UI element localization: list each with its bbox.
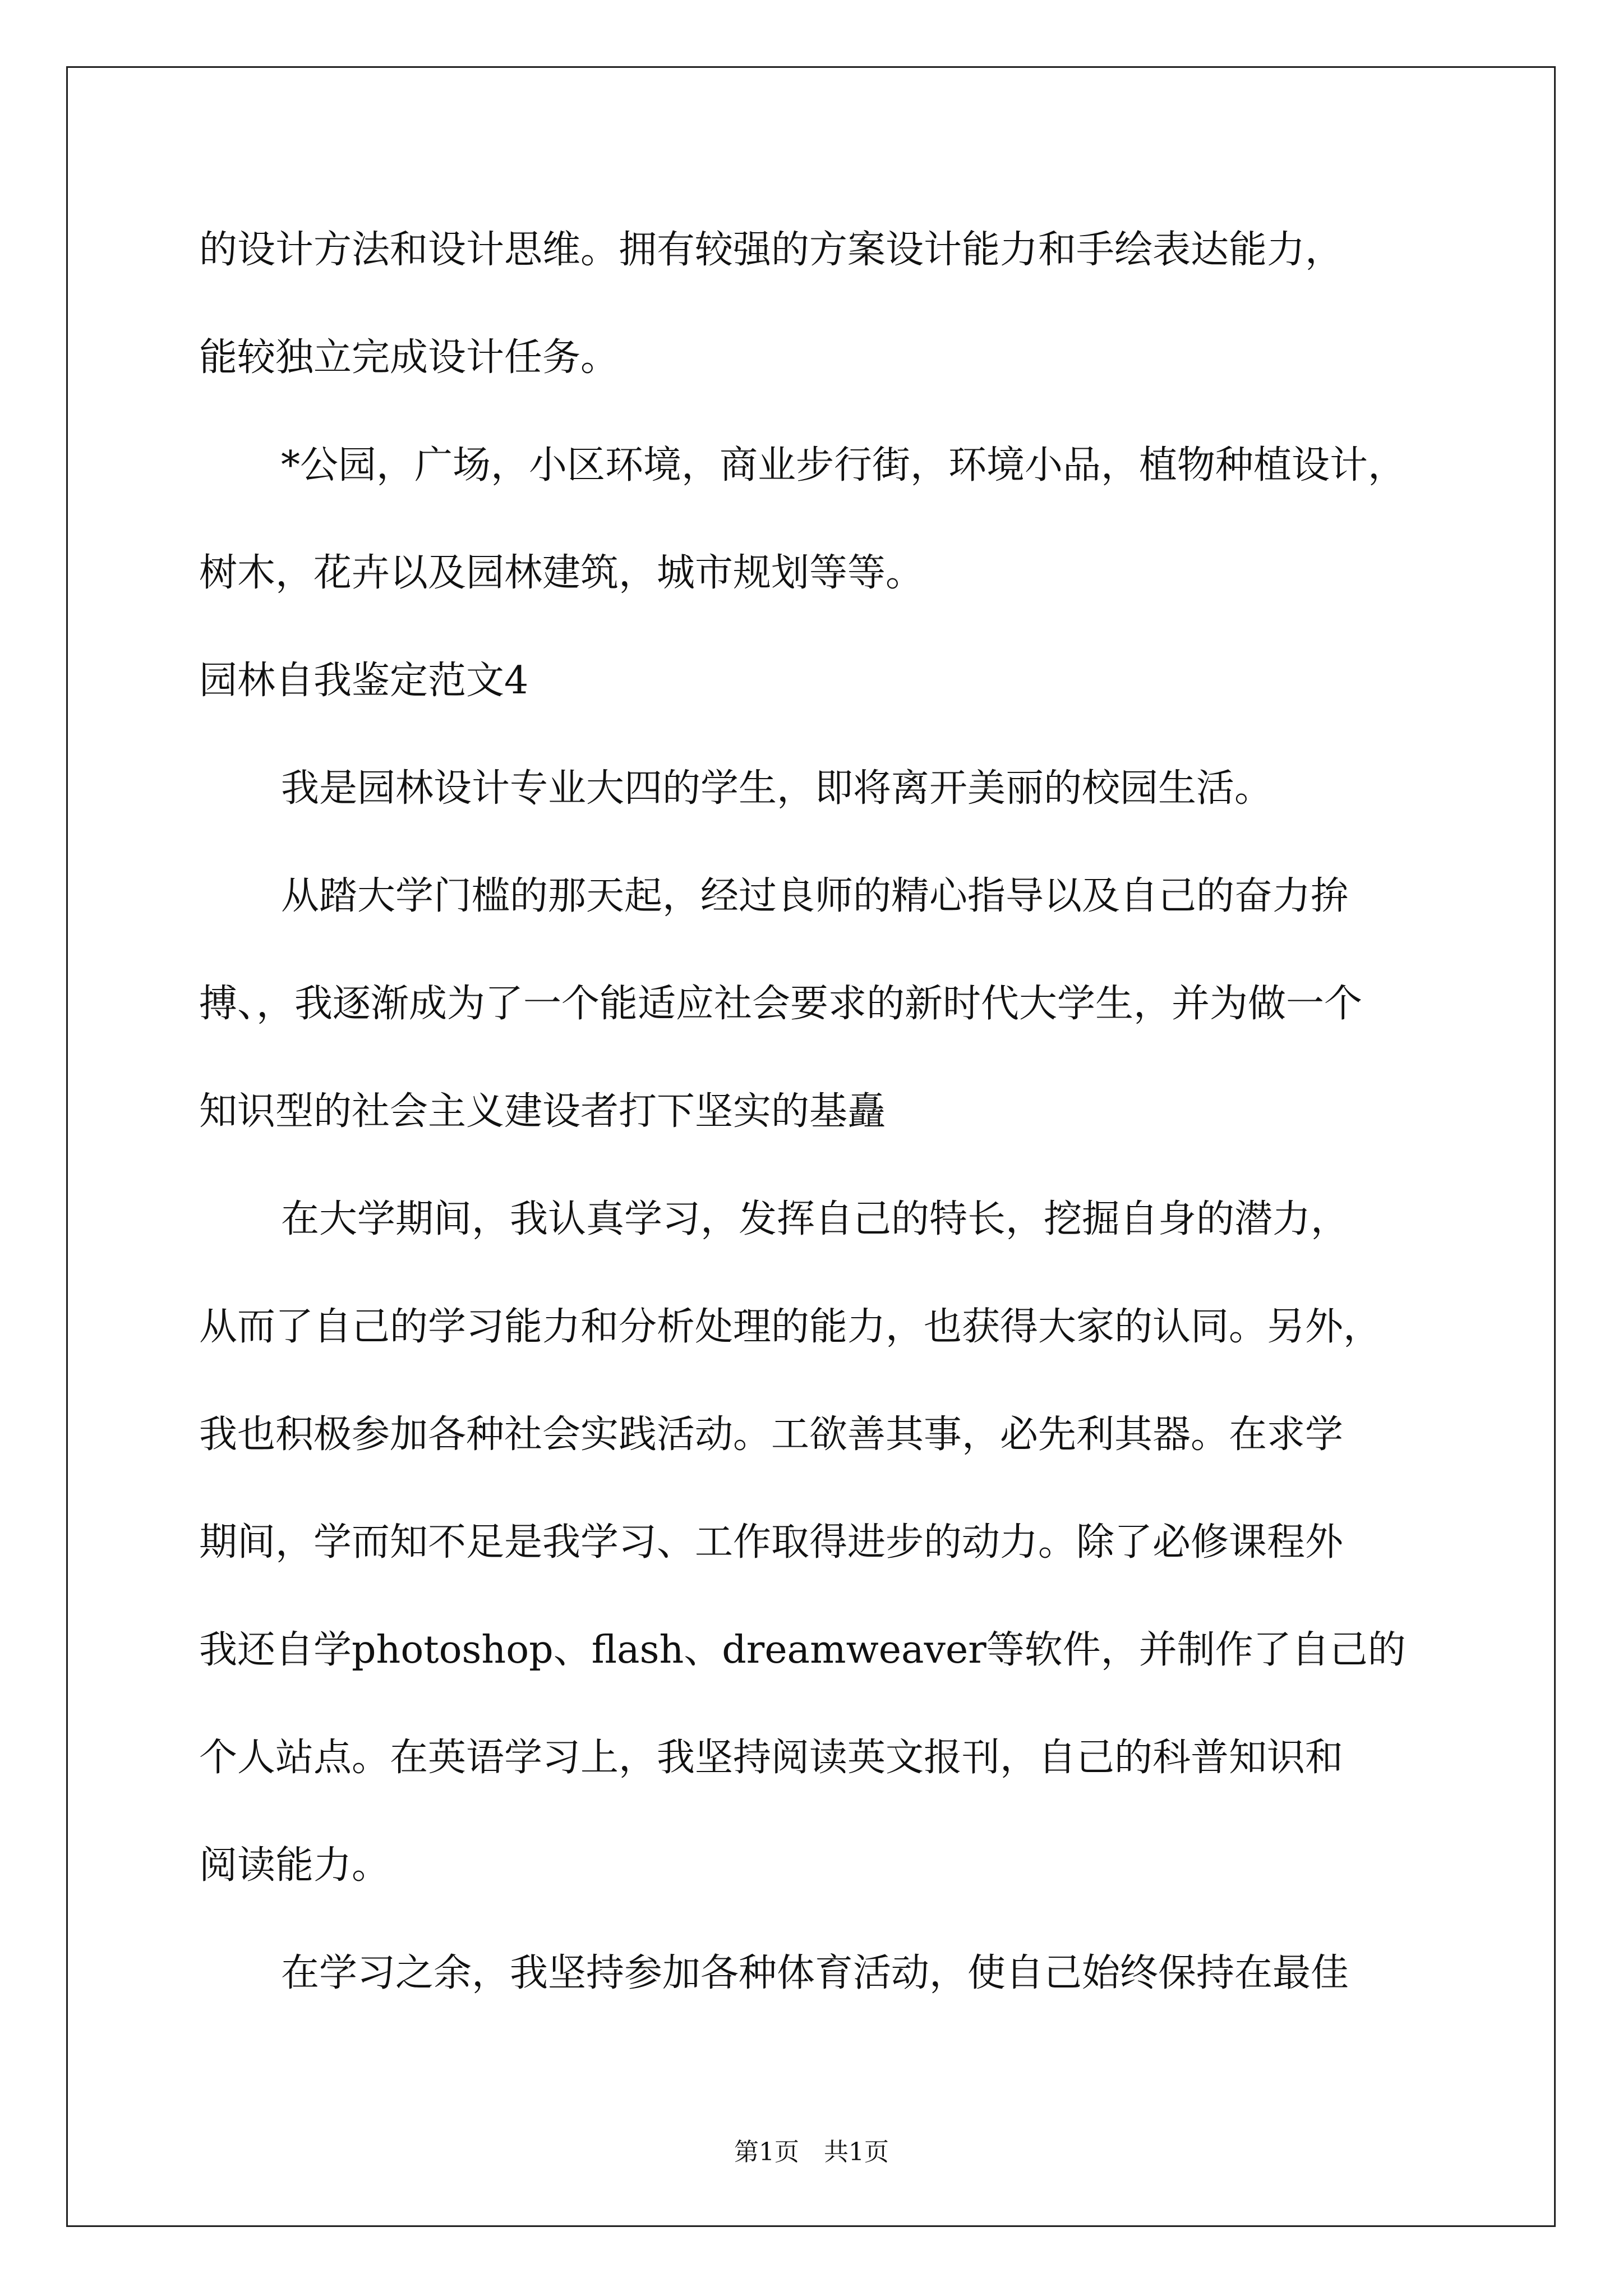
text-line: 我还自学photoshop、flash、dreamweaver等软件，并制作了自己的 [199,1628,1406,1672]
text-line: 我是园林设计专业大四的学生，即将离开美丽的校园生活。 [281,766,1273,811]
text-line: 知识型的社会主义建设者打下坚实的基矗 [199,1089,886,1134]
page-footer: 第1页 共1页 [734,2138,889,2166]
text-line: 树木，花卉以及园林建筑，城市规划等等。 [199,551,924,595]
text-line: 我也积极参加各种社会实践活动。工欲善其事，必先利其器。在求学 [199,1412,1344,1457]
text-line: 从踏大学门槛的那天起，经过良师的精心指导以及自己的奋力拚 [281,874,1349,918]
text-line: 搏、，我逐渐成为了一个能适应社会要求的新时代大学生，并为做一个 [199,982,1363,1026]
text-line: 能较独立完成设计任务。 [199,335,619,380]
text-line: 在学习之余，我坚持参加各种体育活动，使自己始终保持在最佳 [281,1951,1349,1995]
text-line: 阅读能力。 [199,1843,390,1888]
text-line: 期间，学而知不足是我学习、工作取得进步的动力。除了必修课程外 [199,1520,1344,1565]
text-line: 从而了自己的学习能力和分析处理的能力，也获得大家的认同。另外， [199,1305,1382,1349]
text-line: 的设计方法和设计思维。拥有较强的方案设计能力和手绘表达能力， [199,228,1344,272]
section-heading: 园林自我鉴定范文4 [199,659,529,703]
text-line: 个人站点。在英语学习上，我坚持阅读英文报刊，自己的科普知识和 [199,1736,1344,1780]
text-line: 在大学期间，我认真学习，发挥自己的特长，挖掘自身的潜力， [281,1197,1349,1241]
text-line: *公园，广场，小区环境，商业步行街，环境小品，植物种植设计， [281,443,1407,487]
page-border [66,66,1556,2227]
